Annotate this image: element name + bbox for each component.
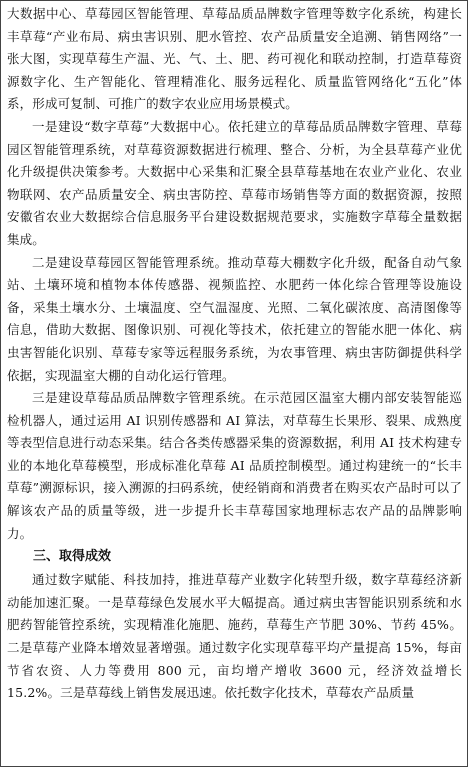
park-management-paragraph: 二是建设草莓园区智能管理系统。推动草莓大棚数字化升级，配备自动气象站、土壤环境和植物本体传感器、视频监控、水肥药一体化综合管理等设施设备，采集土壤水分、土壤温度、空气温湿度、光照、二氧化碳浓度、高清图像等信息，借助大数据、图像识别、可视化等技术，依托建立的智能水肥一体化、病虫害智能化识别、草莓专家等远程服务系统，为农事管理、病虫害防御提供科学依据，实现温室大棚的自动化运行管理。 xyxy=(7,254,462,383)
intro-paragraph: 大数据中心、草莓园区智能管理、草莓品质品牌数字管理等数字化系统，构建长丰草莓“产业布局、病虫害识别、肥水管控、农产品质量安全追溯、销售网络”一张大图，实现草莓生产温、光、气、土、肥、药可视化和联动控制，打造草莓资源数字化、生产智能化、管理精准化、服务远程化、质量监管网络化“五化”体系，形成可复制、可推广的数字农业应用场景模式。 xyxy=(7,6,462,112)
section-heading: 三、取得成效 xyxy=(33,549,112,565)
big-data-center-paragraph: 一是建设“数字草莓”大数据中心。依托建立的草莓品质品牌数字管理、草莓园区智能管理系统，对草莓资源数据进行梳理、整合、分析，为全县草莓产业优化升级提供决策参考。大数据中心采集和汇聚全县草莓基地在农业产业化、农业物联网、农产品质量安全、病虫害防控、草莓市场销售等方面的数据资源，按照安徽省农业大数据综合信息服务平台建设数据规范要求，实施数字草莓全量数据集成。 xyxy=(7,118,462,247)
quality-brand-paragraph: 三是建设草莓品质品牌数字管理系统。在示范园区温室大棚内部安装智能巡检机器人，通过运用 AI 识别传感器和 AI 算法，对草莓生长果形、裂果、成熟度等表型信息进行动态采集。结合各类传感器采集的资源数据，利用 AI 技术构建专业的本地化草莓模型，形成标准化草莓 AI 品质控制模型。通过构建统一的“长丰草莓”溯源标识，接入溯源的扫码系统，使经销商和消费者在购买农产品时可以了解该农产品的质量等级，进一步提升长丰草莓国家地理标志农产品的品牌影响力。 xyxy=(7,390,462,541)
results-paragraph: 通过数字赋能、科技加持，推进草莓产业数字化转型升级，数字草莓经济新动能加速汇聚。一是草莓绿色发展水平大幅提高。通过病虫害智能识别系统和水肥药智能管控系统，实现精准化施肥、施药，草莓生产节肥 30%、节药 45%。二是草莓产业降本增效显著增强。通过数字化实现草莓平均产量提高 15%，每亩节省农资、人力等费用 800 元，亩均增产增收 3600 元，经济效益增长 15.2%。三是草莓线上销售发展迅速。依托数字化技术，草莓农产品质量 xyxy=(7,572,462,701)
